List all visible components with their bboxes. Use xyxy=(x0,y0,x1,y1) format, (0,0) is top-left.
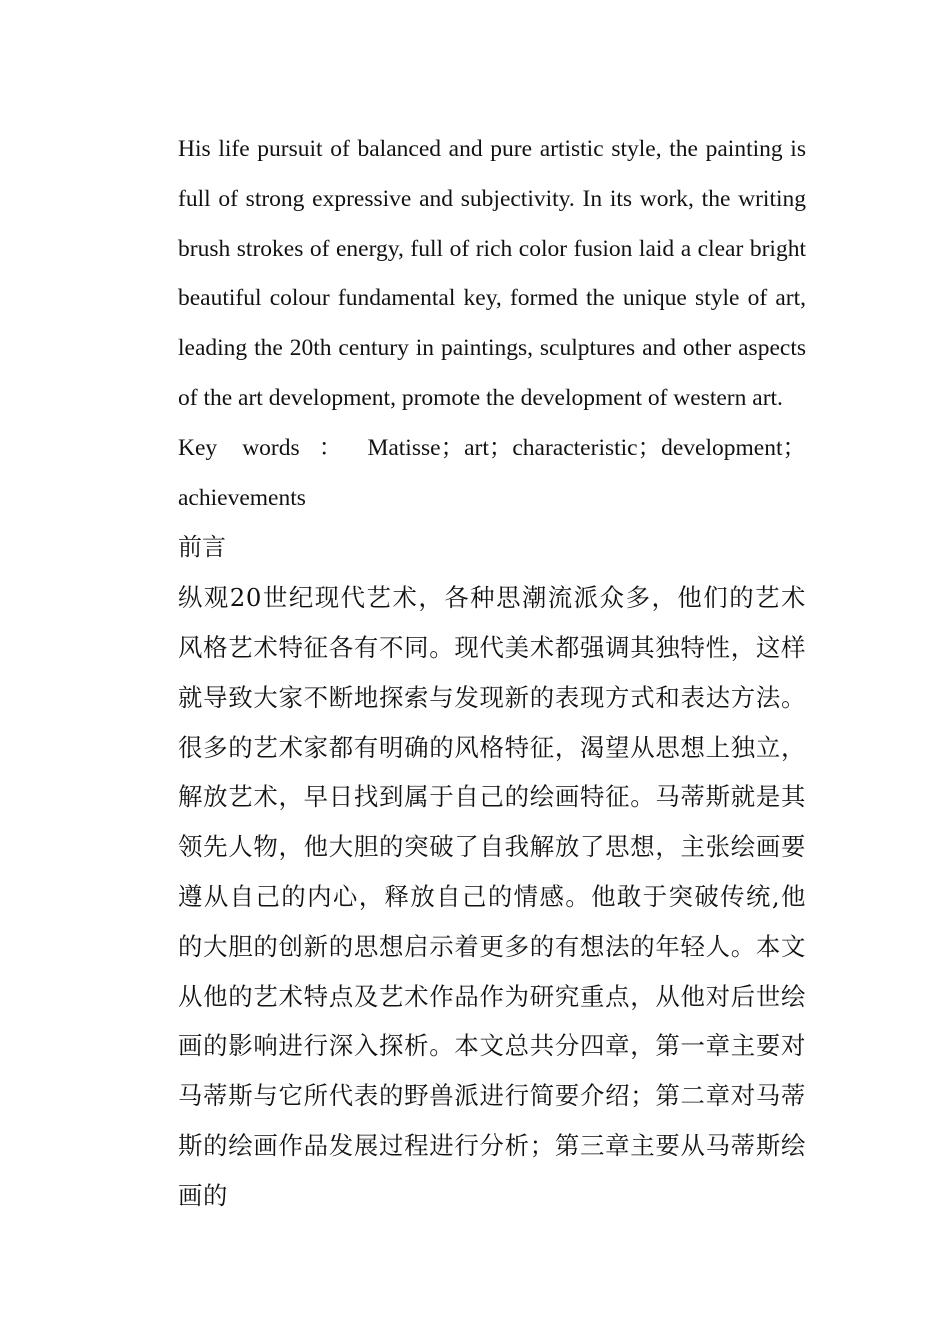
keywords-line xyxy=(178,424,806,524)
keyword-item: achievements xyxy=(178,484,306,511)
abstract-paragraph: His life pursuit of balanced and pure artistic style, the painting is full of strong expressive and subjectivity. In its work, the writing brush strokes of energy, full of rich color fusion laid a clear bright beautiful colour fundamental key, formed the unique style of art, leading the 20th century in paintings, sculptures and other aspects of the art development, promote the development of western art. xyxy=(178,136,806,411)
keyword-item: Matisse xyxy=(367,434,441,461)
keyword-item: characteristic xyxy=(512,434,638,461)
keyword-separator: ； xyxy=(440,434,465,461)
preface-paragraph: 纵观20世纪现代艺术，各种思潮流派众多，他们的艺术风格艺术特征各有不同。现代美术都强调其独特性，这样就导致大家不断地探索与发现新的表现方式和表达方法。很多的艺术家都有明确的风格特征，渴望从思想上独立，解放艺术，早日找到属于自己的绘画特征。马蒂斯就是其领先人物，他大胆的突破了自我解放了思想，主张绘画要遵从自己的内心，释放自己的情感。他敢于突破传统,他的大胆的创新的思想启示着更多的有想法的年轻人。本文从他的艺术特点及艺术作品作为研究重点，从他对后世绘画的影响进行深入探析。本文总共分四章，第一章主要对马蒂斯与它所代表的野兽派进行简要介绍；第二章对马蒂斯的绘画作品发展过程进行分析；第三章主要从马蒂斯绘画的 xyxy=(178,583,806,1210)
document-page xyxy=(178,125,806,1221)
keyword-item: art xyxy=(464,434,489,461)
keywords-label: Key words： xyxy=(178,434,362,461)
section-heading: 前言 xyxy=(178,533,226,562)
keyword-separator: ； xyxy=(637,434,662,461)
keyword-item: development xyxy=(661,434,783,461)
keyword-separator: ； xyxy=(488,434,513,461)
keyword-separator: ； xyxy=(782,434,806,461)
